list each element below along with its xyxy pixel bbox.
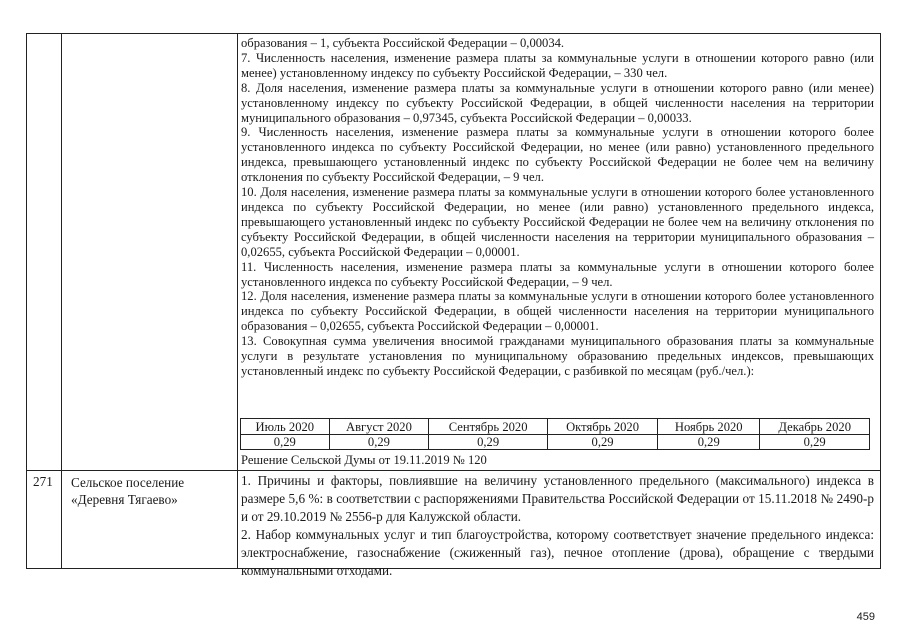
row-271-content	[241, 472, 874, 580]
month-header: Декабрь 2020	[760, 419, 870, 435]
paragraph: 13. Совокупная сумма увеличения вносимой гражданами муниципального образования платы за коммунальные услуги в результате установления по муниципальному образованию предельных индексов, превышающих установленный индекс по субъекту Российской Федерации, с разбивкой по месяцам (руб./чел.):	[241, 334, 874, 378]
column-divider-number	[61, 34, 62, 568]
month-header: Август 2020	[329, 419, 429, 435]
paragraph: 8. Доля населения, изменение размера платы за коммунальные услуги в отношении которого равно (или менее) установленному индексу по субъекту Российской Федерации, в общей численности населения на территории муниципального образования – 0,97345, субъекта Российской Федерации – 0,00033.	[241, 80, 874, 125]
month-header: Октябрь 2020	[548, 419, 658, 435]
months-value-row	[241, 435, 870, 450]
previous-row-content	[241, 36, 874, 379]
paragraph: 9. Численность населения, изменение размера платы за коммунальные услуги в отношении которого более установленного индекса по субъекту Российской Федерации, но менее (или равно) установленного предельного индекса, превышающего установленный индекс по субъекту Российской Федерации не более чем на величину отклонения по субъекту Российской Федерации, – 9 чел.	[241, 125, 874, 185]
month-value: 0,29	[760, 435, 870, 450]
row-number: 271	[33, 474, 53, 489]
row-divider	[27, 470, 880, 471]
month-header: Июль 2020	[241, 419, 330, 435]
month-value: 0,29	[658, 435, 760, 450]
municipality-name-line: Сельское поселение	[71, 475, 185, 490]
municipality-name-line: «Деревня Тягаево»	[71, 492, 178, 507]
paragraph: 10. Доля населения, изменение размера платы за коммунальные услуги в отношении которого более установленного индекса по субъекту Российской Федерации, но менее (или равно) установленного предельного индекса, превышающего установленный индекс по субъекту Российской Федерации не более чем на величину отклонения по субъекту Российской Федерации, в общей численности населения на территории муниципального образования – 0,02655, субъекта Российской Федерации – 0,00001.	[241, 185, 874, 259]
data-table	[26, 33, 881, 578]
paragraph: 2. Набор коммунальных услуг и тип благоустройства, которому соответствует значение предельного индекса: электроснабжение, газоснабжение (сжиженный газ), печное отопление (дрова), обращение с твердыми коммунальными отходами.	[241, 527, 874, 578]
month-header: Сентябрь 2020	[429, 419, 548, 435]
paragraph: 7. Численность населения, изменение размера платы за коммунальные услуги в отношении которого равно (или менее) установленному индексу по субъекту Российской Федерации, – 330 чел.	[241, 50, 874, 80]
municipality-name	[71, 474, 231, 508]
column-divider-name	[237, 34, 238, 568]
months-header-row	[241, 419, 870, 435]
paragraph: 11. Численность населения, изменение размера платы за коммунальные услуги в отношении которого более установленного индекса по субъекту Российской Федерации, – 9 чел.	[241, 259, 874, 289]
month-value: 0,29	[548, 435, 658, 450]
page-number: 459	[856, 611, 875, 623]
monthly-amounts-table	[240, 418, 870, 450]
month-value: 0,29	[329, 435, 429, 450]
paragraph: образования – 1, субъекта Российской Федерации – 0,00034.	[241, 36, 565, 50]
month-value: 0,29	[429, 435, 548, 450]
decision-reference: Решение Сельской Думы от 19.11.2019 № 120	[241, 453, 487, 467]
paragraph: 1. Причины и факторы, повлиявшие на величину установленного предельного (максимального) индекса в размере 5,6 %: в соответствии с распоряжениями Правительства Российской Федерации от 15.11.2018 № 2490-р и от 29.10.2019 № 2556-р для Калужской области.	[241, 473, 874, 524]
month-header: Ноябрь 2020	[658, 419, 760, 435]
month-value: 0,29	[241, 435, 330, 450]
paragraph: 12. Доля населения, изменение размера платы за коммунальные услуги в отношении которого более установленного индекса по субъекту Российской Федерации, в общей численности населения на территории муниципального образования – 0,02655, субъекта Российской Федерации – 0,00001.	[241, 289, 874, 334]
